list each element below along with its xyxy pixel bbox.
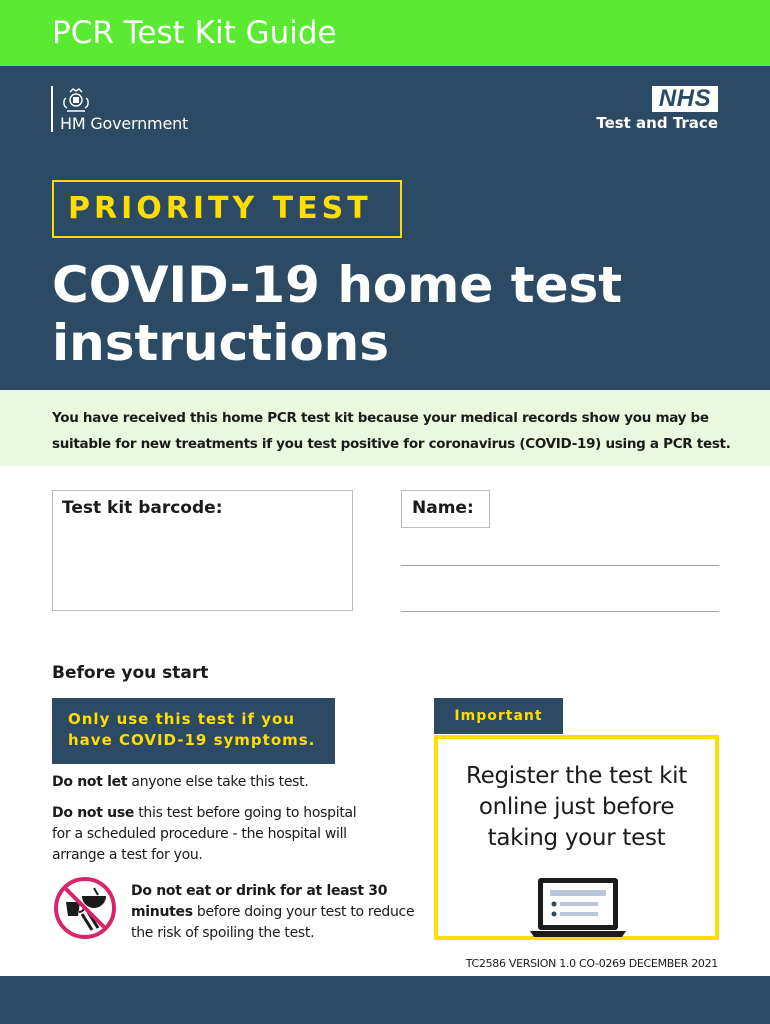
government-name: HM Government xyxy=(60,114,189,133)
barcode-label: Test kit barcode: xyxy=(62,498,223,518)
government-divider xyxy=(51,86,53,132)
rule-do-not-let xyxy=(52,772,382,793)
before-you-start-heading: Before you start xyxy=(52,663,209,683)
rule-lead: Do not let xyxy=(52,774,128,790)
rule-body: this test before going to hospital for a scheduled procedure - the hospital will arrange a test for you. xyxy=(52,805,357,863)
rule-lead: Do not use xyxy=(52,805,135,821)
eat-body: before doing your test to reduce the risk of spoiling the test. xyxy=(131,904,415,941)
eat-lead: Do not eat or drink for at least 30 minutes xyxy=(131,883,388,920)
name-line-2[interactable] xyxy=(401,611,719,612)
guide-title: PCR Test Kit Guide xyxy=(52,15,337,51)
nhs-subtitle: Test and Trace xyxy=(596,114,718,132)
nhs-logo: NHS xyxy=(652,86,718,112)
laptop-icon xyxy=(528,876,628,938)
rule-do-not-use xyxy=(52,803,372,866)
info-text: You have received this home PCR test kit because your medical records show you may be suitable for new treatments if you test positive for coronavirus (COVID-19) using a PCR test. xyxy=(52,410,731,452)
register-message: Register the test kit online just before taking your test xyxy=(466,763,687,851)
footer-band xyxy=(0,976,770,1024)
eat-drink-warning xyxy=(131,881,421,944)
royal-crest-icon xyxy=(60,86,92,114)
priority-label: PRIORITY TEST xyxy=(68,191,372,226)
important-label: Important xyxy=(454,708,543,724)
version-code: TC2586 VERSION 1.0 CO-0269 DECEMBER 2021 xyxy=(465,957,718,970)
main-title: COVID-19 home test instructions xyxy=(52,256,623,372)
rule-body: anyone else take this test. xyxy=(127,774,309,790)
name-line-1[interactable] xyxy=(401,565,719,566)
no-eating-drinking-icon xyxy=(52,876,118,940)
name-label: Name: xyxy=(412,498,474,518)
symptoms-note: Only use this test if you have COVID-19 symptoms. xyxy=(68,710,316,749)
